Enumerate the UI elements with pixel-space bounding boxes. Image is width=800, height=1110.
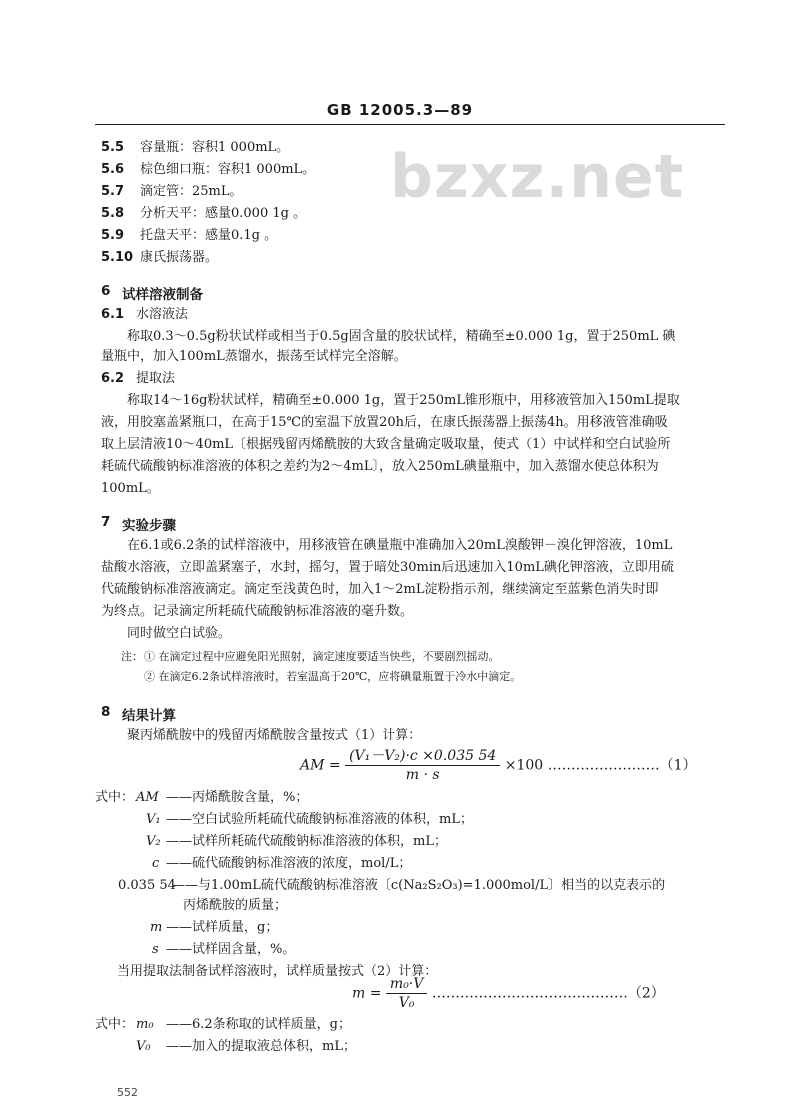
item-text: 滴定管：25mL。	[140, 184, 243, 199]
paragraph-line: 聚丙烯酰胺中的残留丙烯酰胺含量按式（1）计算：	[127, 728, 422, 743]
note-line: ② 在滴定6.2条试样溶液时，若室温高于20℃，应将碘量瓶置于冷水中滴定。	[144, 670, 522, 683]
where-label: 式中：	[95, 790, 135, 805]
def-text: ——试样固含量，%。	[166, 942, 296, 957]
subsection-title: 提取法	[136, 371, 176, 386]
paragraph-line: 耗硫代硫酸钠标准溶液的体积之差约为2～4mL〕，放入250mL碘量瓶中，加入蒸馏水使总体积为	[101, 459, 659, 474]
item-text: 棕色细口瓶：容积1 000mL。	[140, 162, 316, 177]
def-text: ——试样所耗硫代硫酸钠标准溶液的体积，mL；	[166, 834, 447, 849]
formula-fraction	[386, 975, 427, 1012]
def-symbol: AM	[136, 790, 159, 805]
paragraph-line: 量瓶中，加入100mL蒸馏水，振荡至试样完全溶解。	[101, 349, 407, 364]
paragraph-line: 取上层清液10～40mL〔根据残留丙烯酰胺的大致含量确定吸取量，使式（1）中试样和空白试验所	[101, 437, 671, 452]
formula-tail: ……………………………………（2）	[431, 985, 665, 1002]
def-text: ——试样质量，g；	[166, 920, 279, 935]
paragraph-line: 称取0.3～0.5g粉状试样或相当于0.5g固含量的胶状试样，精确至±0.000 1g，置于250mL 碘	[127, 329, 676, 344]
section-title: 实验步骤	[122, 518, 176, 534]
paragraph-line: 在6.1或6.2条的试样溶液中，用移液管在碘量瓶中准确加入20mL溴酸钾－溴化钾溶液，10mL	[127, 538, 673, 553]
formula-tail: ×100 ……………………（1）	[504, 757, 697, 774]
def-text: 丙烯酰胺的质量；	[183, 898, 288, 913]
subsection-number: 6.2	[101, 371, 125, 386]
paragraph-line: 当用提取法制备试样溶液时，试样质量按式（2）计算：	[117, 964, 438, 979]
item-number: 5.8	[101, 206, 125, 221]
item-text: 容量瓶：容积1 000mL。	[140, 140, 290, 155]
section-title: 结果计算	[122, 708, 176, 724]
def-symbol: 0.035 54	[118, 878, 176, 893]
def-symbol: V₂	[146, 834, 161, 849]
paragraph-line: 100mL。	[101, 481, 160, 496]
header-rule	[95, 124, 725, 125]
def-symbol: c	[152, 856, 160, 871]
item-number: 5.9	[101, 228, 125, 243]
subsection-title: 水溶液法	[136, 307, 189, 322]
paragraph-line: 盐酸水溶液，立即盖紧塞子，水封，摇匀，置于暗处30min后迅速加入10mL碘化钾溶液，立即用硫	[101, 560, 674, 575]
def-text: ——丙烯酰胺含量，%；	[166, 790, 309, 805]
def-text: ——6.2条称取的试样质量，g；	[166, 1017, 351, 1032]
section-title: 试样溶液制备	[122, 287, 203, 303]
where-label: 式中：	[95, 1017, 135, 1032]
section-number: 7	[101, 514, 111, 530]
formula-lhs: m =	[352, 985, 382, 1002]
formula-numerator: (V₁－V₂)·c ×0.035 54	[345, 747, 500, 766]
def-text: ——空白试验所耗硫代硫酸钠标准溶液的体积，mL；	[166, 812, 473, 827]
item-text: 康氏振荡器。	[140, 250, 219, 265]
watermark: bzxz.net	[390, 142, 685, 212]
item-number: 5.5	[101, 140, 125, 155]
item-number: 5.10	[101, 250, 134, 265]
section-number: 6	[101, 283, 111, 299]
paragraph-line: 液，用胶塞盖紧瓶口，在高于15℃的室温下放置20h后，在康氏振荡器上振荡4h。用移液管准确吸	[101, 415, 668, 430]
item-text: 托盘天平：感量0.1g 。	[140, 228, 278, 243]
item-text: 分析天平：感量0.000 1g 。	[140, 206, 307, 221]
paragraph-line: 为终点。记录滴定所耗硫代硫酸钠标准溶液的毫升数。	[101, 604, 414, 619]
formula-denominator: m · s	[405, 767, 440, 783]
formula-denominator: V₀	[398, 995, 415, 1011]
formula-2	[352, 975, 665, 1012]
def-text: ——加入的提取液总体积，mL；	[166, 1039, 356, 1054]
note-line: ① 在滴定过程中应避免阳光照射，滴定速度要适当快些，不要剧烈摇动。	[144, 650, 500, 663]
item-number: 5.7	[101, 184, 125, 199]
page-number: 552	[117, 1086, 138, 1099]
def-text: ——与1.00mL硫代硫酸钠标准溶液〔c(Na₂S₂O₃)=1.000mol/L〕相当的以克表示的	[172, 878, 666, 893]
def-symbol: s	[152, 942, 159, 957]
def-symbol: V₁	[146, 812, 161, 827]
item-number: 5.6	[101, 162, 125, 177]
formula-fraction	[345, 747, 500, 784]
standard-header: GB 12005.3—89	[326, 101, 474, 119]
def-text: ——硫代硫酸钠标准溶液的浓度，mol/L；	[166, 856, 412, 871]
def-symbol: m	[150, 920, 163, 935]
formula-numerator: m₀·V	[386, 975, 427, 994]
formula-1	[300, 747, 697, 784]
def-symbol: V₀	[136, 1039, 151, 1054]
section-number: 8	[101, 704, 111, 720]
paragraph-line: 称取14～16g粉状试样，精确至±0.000 1g，置于250mL锥形瓶中，用移液管加入150mL提取	[127, 393, 680, 408]
subsection-number: 6.1	[101, 307, 125, 322]
paragraph-line: 同时做空白试验。	[127, 626, 232, 641]
formula-lhs: AM =	[300, 757, 341, 774]
def-symbol: m₀	[136, 1017, 154, 1032]
note-label: 注：	[121, 650, 143, 663]
paragraph-line: 代硫酸钠标准溶液滴定。滴定至浅黄色时，加入1～2mL淀粉指示剂，继续滴定至蓝紫色消失时即	[101, 582, 659, 597]
